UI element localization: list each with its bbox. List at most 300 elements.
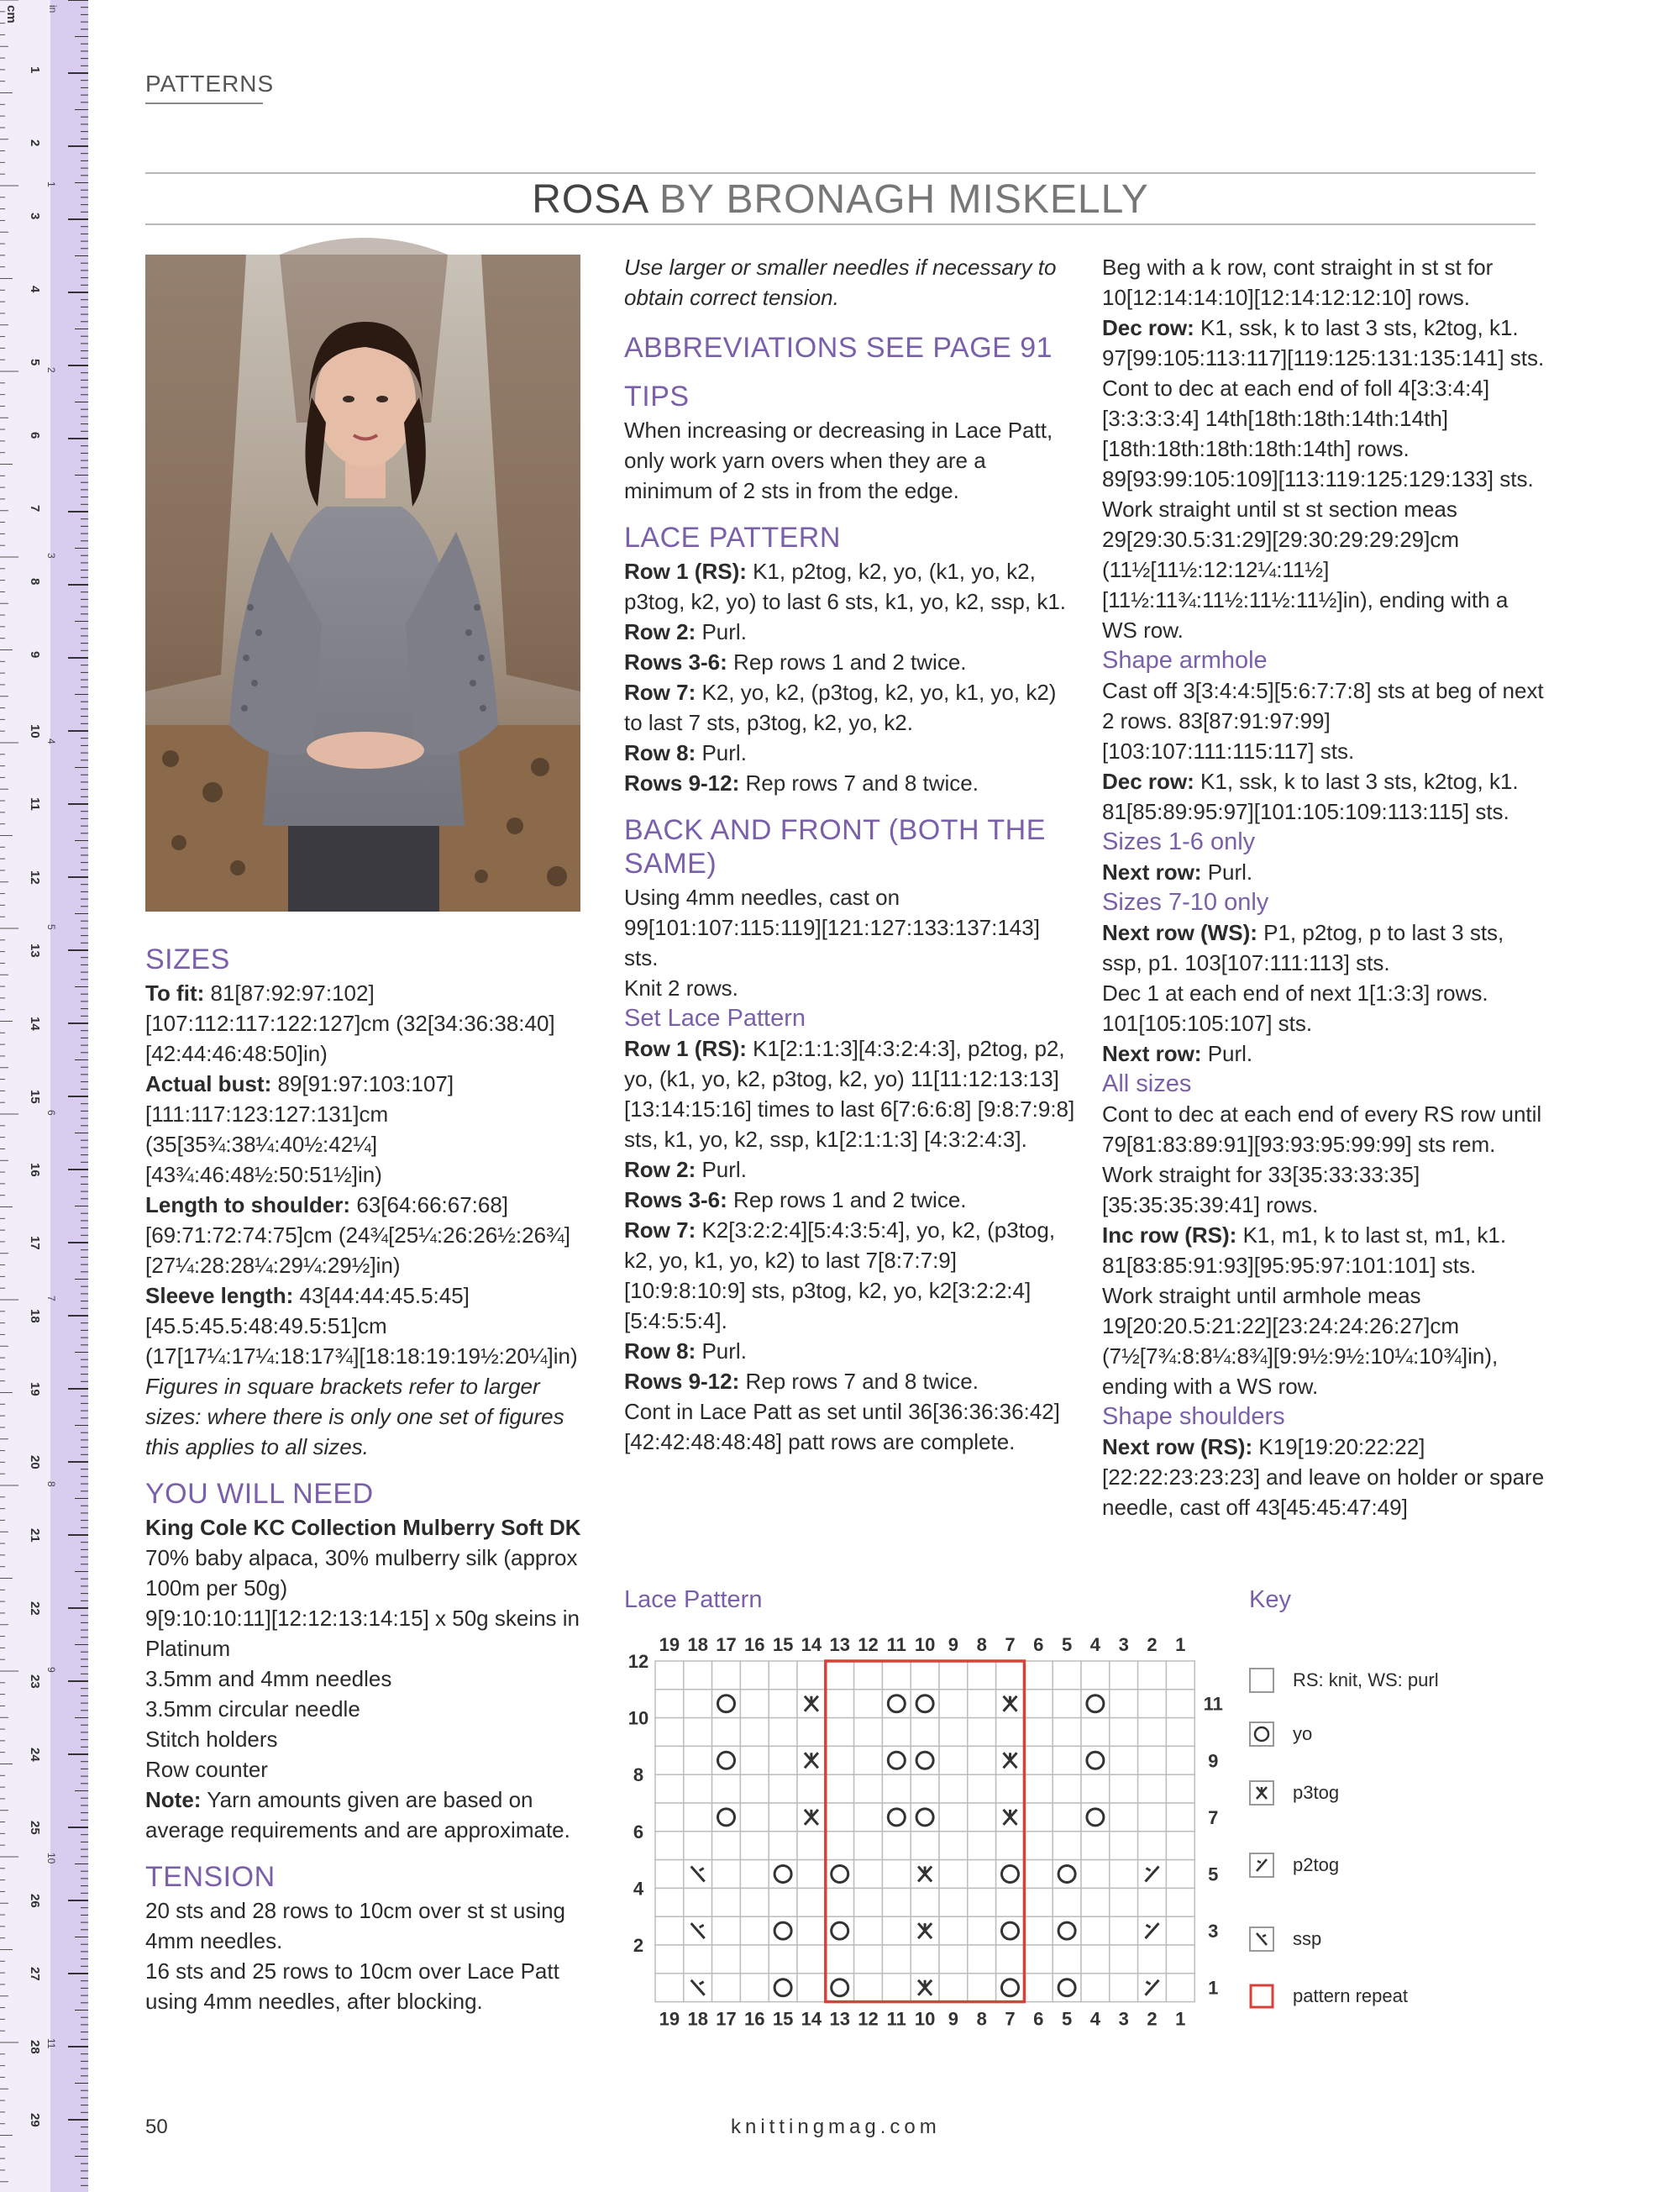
chart-cell xyxy=(1024,1718,1053,1747)
row-number: 2 xyxy=(633,1935,644,1956)
chart-cell xyxy=(1081,1661,1110,1690)
column-number: 1 xyxy=(1175,1634,1186,1655)
actual-bust-value: 89[91:97:103:107] [111:117:123:127:131]cm (35[35¾:38¼:40½:42¼] [43¾:46:48½:50:51½]in) xyxy=(145,1071,454,1187)
chart-cell xyxy=(996,1974,1025,2002)
chart-cell xyxy=(854,1690,883,1718)
chart-cell xyxy=(740,1690,769,1718)
set-row xyxy=(624,1033,1078,1154)
chart-cell xyxy=(854,1774,883,1803)
ruler-inch-label: 10 xyxy=(45,1853,57,1864)
chart-cell xyxy=(1053,1803,1081,1832)
chart-cell xyxy=(797,1832,826,1860)
chart-cell xyxy=(882,1774,911,1803)
ruler-cm-label: 18 xyxy=(28,1309,42,1323)
set-row-text: Purl. xyxy=(696,1338,747,1364)
chart-cell xyxy=(996,1916,1025,1945)
next-row-2 xyxy=(1102,1038,1547,1069)
chart-cell xyxy=(1166,1774,1194,1803)
chart-cell xyxy=(968,1690,996,1718)
material-item: 3.5mm circular needle xyxy=(145,1696,360,1722)
work-straight-2: Work straight for 33[35:33:33:35] [35:35:35:39:41] rows. xyxy=(1102,1162,1420,1217)
chart-cell xyxy=(882,1860,911,1889)
chart-cell xyxy=(684,1774,712,1803)
row-number: 8 xyxy=(633,1764,644,1786)
dec-row xyxy=(1102,313,1547,373)
chart-cell xyxy=(826,1774,854,1803)
ruler-inch-label: 1 xyxy=(45,181,57,187)
set-row xyxy=(624,1185,1078,1215)
model-photo-illustration xyxy=(145,255,580,912)
column-number: 2 xyxy=(1147,1634,1158,1655)
column-3 xyxy=(1102,252,1547,1522)
key-label: p3tog xyxy=(1293,1782,1340,1803)
chart-cell xyxy=(712,1690,741,1718)
ruler-cm-label: 11 xyxy=(28,797,42,811)
chart-cell xyxy=(882,1888,911,1916)
inc-row-label: Inc row (RS): xyxy=(1102,1222,1237,1248)
lace-row-label: Rows 3-6: xyxy=(624,649,727,675)
set-row-text: K1[2:1:1:3][4:3:2:4:3], p2tog, p2, yo, (k1, yo, k2, p3tog, k2, yo) 11[11:12:13:13] [13:14:15:16] times to last 6[7:6:6:8] [9:8:7:9:8] sts, k1, yo, k2, ssp, k1[2:1:1:3] [4:3:2:4:3]. xyxy=(624,1036,1075,1152)
column-number: 5 xyxy=(1061,1634,1073,1655)
column-number: 16 xyxy=(744,1634,765,1655)
ruler-cm-label: 28 xyxy=(28,2040,42,2054)
chart-cell xyxy=(911,1718,939,1747)
chart-cell xyxy=(996,1860,1025,1889)
chart-cell xyxy=(939,1803,968,1832)
sleeve-label: Sleeve length: xyxy=(145,1283,294,1308)
chart-cell xyxy=(769,1860,797,1889)
ruler-cm-label: 21 xyxy=(28,1528,42,1543)
chart-cell xyxy=(769,1661,797,1690)
column-number: 13 xyxy=(829,1634,850,1655)
column-number: 4 xyxy=(1089,1634,1101,1655)
chart-cell xyxy=(769,1916,797,1945)
shoulders-heading: Shape shoulders xyxy=(1102,1403,1285,1430)
tips-text: When increasing or decreasing in Lace Patt, only work yarn overs when they are a minimum of 2 sts in from the edge. xyxy=(624,418,1053,503)
next-row-text: Purl. xyxy=(1201,1041,1253,1066)
chart-cell xyxy=(996,1832,1025,1860)
material-item: 3.5mm and 4mm needles xyxy=(145,1666,392,1691)
pattern-byline: BY BRONAGH MISKELLY xyxy=(659,177,1149,222)
column-number: 19 xyxy=(659,2008,680,2030)
key-label: ssp xyxy=(1293,1928,1322,1949)
row-number: 9 xyxy=(1208,1750,1219,1772)
chart-cell xyxy=(712,1888,741,1916)
chart-cell xyxy=(1024,1803,1053,1832)
chart-cell xyxy=(1110,1916,1138,1945)
chart-cell xyxy=(968,1888,996,1916)
chart-cell xyxy=(655,1690,684,1718)
ruler-cm-label: 9 xyxy=(28,651,42,659)
chart-cell xyxy=(1166,1860,1194,1889)
chart-cell xyxy=(911,1888,939,1916)
ruler-cm-label: 2 xyxy=(28,139,42,147)
column-number: 12 xyxy=(858,1634,879,1655)
ruler-cm-label: 23 xyxy=(28,1674,42,1689)
chart-cell xyxy=(1053,1945,1081,1974)
cont-dec: Cont to dec at each end of foll 4[3:3:4:4] [3:3:3:3:4] 14th[18th:18th:14th:14th] [18th:18th:18th:18th:14th] rows. 89[93:99:105:109][113:119:125:129:133] sts. xyxy=(1102,376,1534,491)
chart-cell xyxy=(882,1661,911,1690)
figures-note: Figures in square brackets refer to larger sizes: where there is only one set of figures this applies to all sizes. xyxy=(145,1374,564,1459)
chart-cell xyxy=(996,1718,1025,1747)
chart-cell xyxy=(1024,1661,1053,1690)
chart-cell xyxy=(968,1803,996,1832)
to-fit-label: To fit: xyxy=(145,980,205,1006)
chart-cell xyxy=(1166,1661,1194,1690)
cast-on: Using 4mm needles, cast on 99[101:107:115:119][121:127:133:137:143] sts. xyxy=(624,885,1040,970)
next-row-text: K19[19:20:22:22] [22:22:23:23:23] and leave on holder or spare needle, cast off 43[45:45:47:49] xyxy=(1102,1434,1545,1520)
abbreviations-heading: ABBREVIATIONS SEE PAGE 91 xyxy=(624,332,1053,364)
chart-cell xyxy=(826,1916,854,1945)
chart-cell xyxy=(882,1945,911,1974)
lace-row-text: Purl. xyxy=(696,619,747,644)
lace-row-label: Rows 9-12: xyxy=(624,770,740,796)
chart-cell xyxy=(1053,1916,1081,1945)
next-row-label: Next row (WS): xyxy=(1102,920,1257,945)
chart-cell xyxy=(769,1746,797,1774)
column-number: 9 xyxy=(948,1634,959,1655)
chart-cell xyxy=(854,1888,883,1916)
chart-cell xyxy=(1081,1945,1110,1974)
chart-cell xyxy=(740,1945,769,1974)
chart-cell xyxy=(712,1746,741,1774)
key-item-knit xyxy=(1249,1665,1439,1695)
to-fit-value: 81[87:92:97:102][107:112:117:122:127]cm (32[34:36:38:40][42:44:46:48:50]in) xyxy=(145,980,555,1066)
column-number: 14 xyxy=(801,1634,822,1655)
ruler-unit-in: in xyxy=(47,5,59,13)
chart-cell xyxy=(1110,1945,1138,1974)
column-number: 7 xyxy=(1005,2008,1016,2030)
chart-cell xyxy=(939,1945,968,1974)
ruler-inch-label: 2 xyxy=(45,367,57,373)
chart-cell xyxy=(1138,1746,1167,1774)
chart-cell xyxy=(882,1746,911,1774)
chart-cell xyxy=(712,1974,741,2002)
yo-icon xyxy=(1249,1722,1274,1747)
sizes-1-6-heading: Sizes 1-6 only xyxy=(1102,828,1256,855)
chart-cell xyxy=(740,1860,769,1889)
chart-cell xyxy=(797,1974,826,2002)
chart-cell xyxy=(740,1974,769,2002)
chart-cell xyxy=(1024,1774,1053,1803)
back-front-heading: BACK AND FRONT (BOTH THE SAME) xyxy=(624,814,1046,880)
to-fit xyxy=(145,978,591,1069)
chart-cell xyxy=(1138,1945,1167,1974)
chart-cell xyxy=(1166,1746,1194,1774)
material-item: 9[9:10:10:11][12:12:13:14:15] x 50g skeins in Platinum xyxy=(145,1606,580,1661)
chart-cell xyxy=(1138,1718,1167,1747)
ruler-cm-label: 25 xyxy=(28,1821,42,1835)
all-sizes-heading: All sizes xyxy=(1102,1070,1192,1097)
column-number: 5 xyxy=(1061,2008,1073,2030)
title-rule-bottom xyxy=(145,223,1536,225)
dec-1: Dec 1 at each end of next 1[1:3:3] rows. 101[105:105:107] sts. xyxy=(1102,980,1488,1036)
ruler-cm-label: 5 xyxy=(28,359,42,366)
chart-cell xyxy=(826,1803,854,1832)
ruler-cm-label: 24 xyxy=(28,1748,42,1762)
actual-bust-label: Actual bust: xyxy=(145,1071,272,1096)
chart-cell xyxy=(939,1974,968,2002)
chart-title: Lace Pattern xyxy=(624,1586,763,1613)
p2tog-icon xyxy=(1249,1853,1274,1878)
column-number: 19 xyxy=(659,1634,680,1655)
column-number: 11 xyxy=(886,1634,906,1655)
row-number: 12 xyxy=(627,1651,649,1672)
chart-cell xyxy=(911,1945,939,1974)
chart-cell xyxy=(882,1690,911,1718)
dec-row-label: Dec row: xyxy=(1102,769,1194,794)
note xyxy=(145,1785,591,1845)
next-row-rs xyxy=(1102,1432,1547,1522)
column-number: 9 xyxy=(948,2008,959,2030)
lace-row-text: K1, p2tog, k2, yo, (k1, yo, k2, p3tog, k2, yo) to last 6 sts, k1, yo, k2, ssp, k1. xyxy=(624,559,1067,614)
chart-cell xyxy=(684,1832,712,1860)
chart-cell xyxy=(1081,1860,1110,1889)
chart-cell xyxy=(1110,1690,1138,1718)
chart-cell xyxy=(769,1832,797,1860)
key-item-repeat xyxy=(1249,1981,1408,2011)
ruler-inch-label: 4 xyxy=(45,739,57,744)
chart-cell xyxy=(996,1945,1025,1974)
lace-row xyxy=(624,647,1078,677)
armhole-heading: Shape armhole xyxy=(1102,647,1268,674)
chart-cell xyxy=(684,1718,712,1747)
set-lace-heading: Set Lace Pattern xyxy=(624,1005,806,1032)
chart-cell xyxy=(882,1718,911,1747)
chart-cell xyxy=(1166,1888,1194,1916)
chart-cell xyxy=(826,1718,854,1747)
chart-cell xyxy=(797,1888,826,1916)
chart-cell xyxy=(1110,1774,1138,1803)
chart-cell xyxy=(911,1661,939,1690)
chart-cell xyxy=(712,1718,741,1747)
chart-cell xyxy=(854,1661,883,1690)
lace-row-text: Rep rows 1 and 2 twice. xyxy=(727,649,967,675)
column-number: 15 xyxy=(772,2008,794,2030)
yarn-desc: 70% baby alpaca, 30% mulberry silk (approx 100m per 50g) xyxy=(145,1545,578,1601)
chart-cell xyxy=(911,1746,939,1774)
page-title xyxy=(145,176,1536,223)
chart-cell xyxy=(854,1974,883,2002)
chart-cell xyxy=(712,1860,741,1889)
key-item-ssp xyxy=(1249,1924,1321,1954)
lace-heading: LACE PATTERN xyxy=(624,522,841,554)
chart-cell xyxy=(740,1916,769,1945)
chart-cell xyxy=(1138,1803,1167,1832)
chart-cell xyxy=(655,1803,684,1832)
column-number: 6 xyxy=(1033,1634,1044,1655)
key-label: yo xyxy=(1293,1723,1313,1744)
lace-row xyxy=(624,738,1078,768)
chart-cell xyxy=(740,1888,769,1916)
tension-2: 16 sts and 25 rows to 10cm over Lace Patt using 4mm needles, after blocking. xyxy=(145,1958,559,2014)
dec-row-label: Dec row: xyxy=(1102,315,1194,340)
sizes-heading: SIZES xyxy=(145,944,230,975)
chart-cell xyxy=(826,1746,854,1774)
chart-cell xyxy=(1081,1916,1110,1945)
knit-rows: Knit 2 rows. xyxy=(624,975,738,1001)
chart-cell xyxy=(939,1661,968,1690)
chart-cell xyxy=(1024,1690,1053,1718)
chart-cell xyxy=(769,1974,797,2002)
lace-row xyxy=(624,617,1078,647)
set-row-text: Purl. xyxy=(696,1157,747,1182)
chart-cell xyxy=(1081,1774,1110,1803)
chart-cell xyxy=(882,1832,911,1860)
chart-cell xyxy=(769,1690,797,1718)
chart-cell xyxy=(996,1774,1025,1803)
column-number: 11 xyxy=(886,2008,906,2030)
chart-cell xyxy=(996,1661,1025,1690)
chart-cell xyxy=(684,1888,712,1916)
ruler-cm-label: 8 xyxy=(28,578,42,586)
chart-cell xyxy=(1166,1945,1194,1974)
yarn xyxy=(145,1512,591,1603)
chart-cell xyxy=(1166,1690,1194,1718)
p3tog-icon xyxy=(1249,1780,1274,1806)
chart-cell xyxy=(740,1832,769,1860)
chart-cell xyxy=(655,1860,684,1889)
chart-cell xyxy=(854,1832,883,1860)
chart-cell xyxy=(1024,1945,1053,1974)
chart-cell xyxy=(797,1916,826,1945)
chart-cell xyxy=(882,1803,911,1832)
chart-cell xyxy=(939,1832,968,1860)
set-row xyxy=(624,1366,1078,1396)
chart-cell xyxy=(1081,1746,1110,1774)
chart-cell xyxy=(911,1803,939,1832)
chart-cell xyxy=(1166,1718,1194,1747)
work-until: Work straight until armhole meas 19[20:20.5:21:22][23:24:24:26:27]cm (7½[7¾:8:8¼:8¾][9:9½:9½:10¼:10¾]in), ending with a WS row. xyxy=(1102,1283,1499,1399)
chart-cell xyxy=(769,1718,797,1747)
lace-row-label: Row 1 (RS): xyxy=(624,559,747,584)
chart-cell xyxy=(911,1832,939,1860)
dec-row-text: K1, ssk, k to last 3 sts, k2tog, k1. 81[85:89:95:97][101:105:109:113:115] sts. xyxy=(1102,769,1519,824)
chart-cell xyxy=(826,1974,854,2002)
need-heading: YOU WILL NEED xyxy=(145,1478,374,1510)
chart-cell xyxy=(911,1690,939,1718)
ssp-icon xyxy=(1249,1927,1274,1952)
column-number: 15 xyxy=(772,1634,794,1655)
chart-cell xyxy=(854,1945,883,1974)
column-number: 8 xyxy=(976,2008,987,2030)
chart-cell xyxy=(740,1661,769,1690)
dec-row-text: K1, ssk, k to last 3 sts, k2tog, k1. 97[99:105:113:117][119:125:131:135:141] sts. xyxy=(1102,315,1545,371)
chart-cell xyxy=(684,1945,712,1974)
chart-cell xyxy=(684,1803,712,1832)
chart-cell xyxy=(854,1803,883,1832)
chart-cell xyxy=(740,1774,769,1803)
ruler-inch-label: 7 xyxy=(45,1296,57,1301)
chart-cell xyxy=(655,1774,684,1803)
row-number: 7 xyxy=(1208,1806,1219,1828)
chart-cell xyxy=(1166,1803,1194,1832)
chart-cell xyxy=(712,1945,741,1974)
set-row xyxy=(624,1215,1078,1336)
lace-row-text: Purl. xyxy=(696,740,747,765)
set-row xyxy=(624,1154,1078,1185)
chart-cell xyxy=(854,1746,883,1774)
chart-cell xyxy=(740,1746,769,1774)
lace-row xyxy=(624,556,1078,617)
chart-cell xyxy=(1024,1974,1053,2002)
chart-cell xyxy=(1081,1718,1110,1747)
chart-cell xyxy=(1081,1803,1110,1832)
lace-row xyxy=(624,768,1078,798)
inc-row-text: K1, m1, k to last st, m1, k1. 81[83:85:91:93][95:95:97:101:101] sts. xyxy=(1102,1222,1507,1278)
chart-cell xyxy=(968,1860,996,1889)
row-number: 3 xyxy=(1208,1921,1219,1942)
column-number: 3 xyxy=(1118,2008,1129,2030)
column-number: 6 xyxy=(1033,2008,1044,2030)
page-number: 50 xyxy=(145,2116,168,2138)
chart-cell xyxy=(826,1945,854,1974)
row-number: 5 xyxy=(1208,1863,1219,1885)
column-number: 4 xyxy=(1089,2008,1101,2030)
key-title: Key xyxy=(1249,1586,1291,1613)
chart-cell xyxy=(655,1974,684,2002)
pattern-name: ROSA xyxy=(532,177,648,222)
ruler-cm-label: 3 xyxy=(28,213,42,220)
chart-cell xyxy=(968,1916,996,1945)
chart-cell xyxy=(826,1860,854,1889)
next-row-label: Next row (RS): xyxy=(1102,1434,1253,1459)
ruler-cm-label: 14 xyxy=(28,1017,42,1031)
set-row-text: K2[3:2:2:4][5:4:3:5:4], yo, k2, (p3tog, k2, yo, k1, yo, k2) to last 7[8:7:7:9] [10:9:8:10:9] sts, p3tog, k2, yo, k2[3:2:2:4] [5:4:5:5:4]. xyxy=(624,1217,1056,1333)
key-label: p2tog xyxy=(1293,1854,1340,1875)
row-number: 11 xyxy=(1203,1693,1223,1715)
chart-cell xyxy=(854,1718,883,1747)
chart-cell xyxy=(1024,1888,1053,1916)
column-number: 12 xyxy=(858,2008,879,2030)
set-row-label: Row 8: xyxy=(624,1338,696,1364)
sizes-7-10-heading: Sizes 7-10 only xyxy=(1102,889,1269,916)
chart-cell xyxy=(684,1661,712,1690)
column-number: 18 xyxy=(687,1634,708,1655)
ruler-strip xyxy=(0,0,88,2192)
chart-cell xyxy=(939,1916,968,1945)
set-row-label: Rows 9-12: xyxy=(624,1369,740,1394)
needles-note: Use larger or smaller needles if necessary to obtain correct tension. xyxy=(624,255,1057,310)
chart-cell xyxy=(1024,1832,1053,1860)
sleeve xyxy=(145,1280,591,1371)
dec-row-2 xyxy=(1102,766,1547,827)
column-number: 17 xyxy=(716,2008,737,2030)
chart-cell xyxy=(655,1916,684,1945)
ruler-inch-label: 6 xyxy=(45,1110,57,1116)
chart-cell xyxy=(1138,1661,1167,1690)
set-row-text: Rep rows 7 and 8 twice. xyxy=(739,1369,979,1394)
key-label: RS: knit, WS: purl xyxy=(1293,1669,1439,1690)
ruler-cm-label: 29 xyxy=(28,2113,42,2127)
chart-cell xyxy=(1053,1860,1081,1889)
chart-cell xyxy=(655,1945,684,1974)
ruler-cm-label: 27 xyxy=(28,1967,42,1981)
chart-cell xyxy=(712,1803,741,1832)
next-row-text: Purl. xyxy=(1201,859,1253,885)
ruler-cm-label: 7 xyxy=(28,505,42,513)
work-straight: Work straight until st st section meas 29[29:30.5:31:29][29:30:29:29:29]cm (11½[11½:12:12¼:11½][11½:11¾:11½:11½:11½]in), ending with a WS row. xyxy=(1102,497,1509,643)
column-number: 1 xyxy=(1175,2008,1186,2030)
chart-cell xyxy=(1138,1690,1167,1718)
chart-cell xyxy=(1081,1690,1110,1718)
ruler-inch-label: 9 xyxy=(45,1667,57,1673)
column-number: 2 xyxy=(1147,2008,1158,2030)
next-row xyxy=(1102,857,1547,887)
chart-cell xyxy=(1138,1832,1167,1860)
column-number: 10 xyxy=(914,1634,936,1655)
chart-cell xyxy=(968,1718,996,1747)
